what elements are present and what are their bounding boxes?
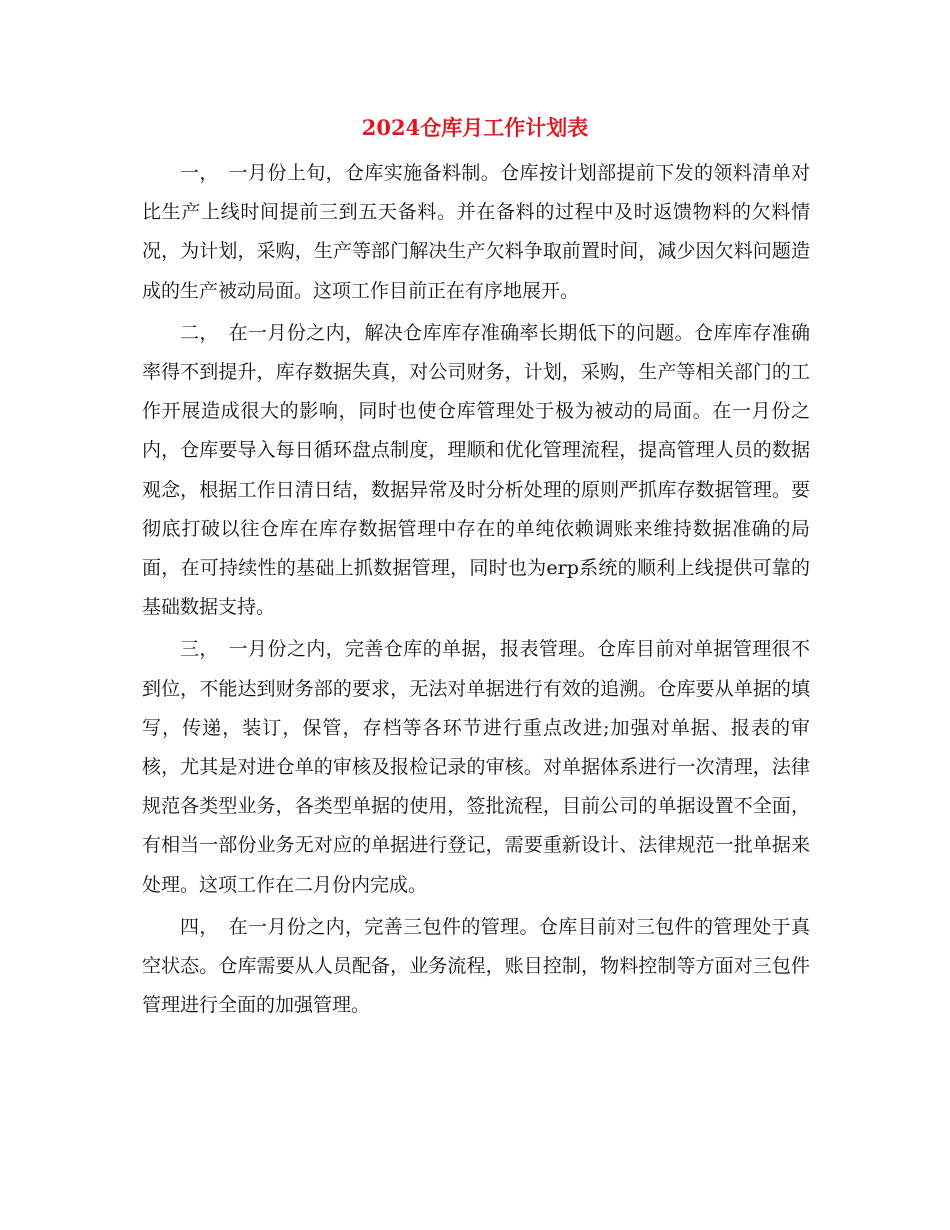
paragraph-3: 三， 一月份之内，完善仓库的单据，报表管理。仓库目前对单据管理很不到位，不能达到财务部的要求，无法对单据进行有效的追溯。仓库要从单据的填写，传递，装订，保管，存档等各环节进行重点改进;加强对单据、报表的审核，尤其是对进仓单的审核及报检记录的审核。对单据体系进行一次清理，法律规范各类型业务，各类型单据的使用，签批流程，目前公司的单据设置不全面，有相当一部份业务无对应的单据进行登记，需要重新设计、法律规范一批单据来处理。这项工作在二月份内完成。: [142, 638, 810, 896]
paragraph-4: 四， 在一月份之内，完善三包件的管理。仓库目前对三包件的管理处于真空状态。仓库需要从人员配备，业务流程，账目控制，物料控制等方面对三包件管理进行全面的加强管理。: [142, 915, 810, 1017]
paragraph-1: 一， 一月份上旬，仓库实施备料制。仓库按计划部提前下发的领料清单对比生产上线时间提前三到五天备料。并在备料的过程中及时返馈物料的欠料情况，为计划，采购，生产等部门解决生产欠料争取前置时间，减少因欠料问题造成的生产被动局面。这项工作目前正在有序地展开。: [142, 162, 810, 302]
document-body: [142, 154, 810, 1028]
paragraph-2: 二， 在一月份之内，解决仓库库存准确率长期低下的问题。仓库库存准确率得不到提升，库存数据失真，对公司财务，计划，采购，生产等相关部门的工作开展造成很大的影响，同时也使仓库管理处于极为被动的局面。在一月份之内，仓库要导入每日循环盘点制度，理顺和优化管理流程，提高管理人员的数据观念，根据工作日清日结，数据异常及时分析处理的原则严抓库存数据管理。要彻底打破以往仓库在库存数据管理中存在的单纯依赖调账来维持数据准确的局面，在可持续性的基础上抓数据管理，同时也为erp系统的顺利上线提供可靠的基础数据支持。: [142, 321, 810, 619]
document-title: 2024仓库月工作计划表: [361, 115, 589, 140]
